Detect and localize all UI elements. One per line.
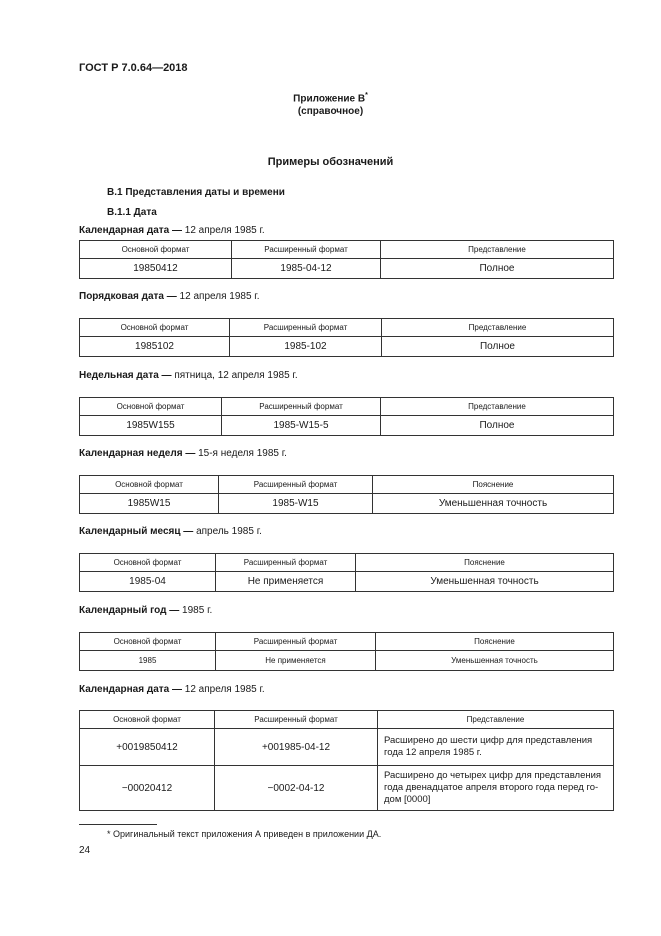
- caption-value: пятница, 12 апреля 1985 г.: [171, 370, 298, 381]
- header-cell: Расширенный формат: [232, 241, 381, 259]
- table-cell: Не применяется: [216, 572, 356, 592]
- caption-term: Календарный год —: [79, 605, 180, 616]
- header-cell: Представление: [378, 711, 614, 729]
- header-cell: Пояснение: [376, 633, 614, 651]
- table-cell: 1985-04-12: [232, 259, 381, 279]
- caption-value: 12 апреля 1985 г.: [182, 684, 265, 695]
- caption-value: 1985 г.: [179, 605, 213, 616]
- appendix-subtitle: (справочное): [297, 106, 364, 117]
- header-cell: Представление: [382, 319, 614, 337]
- caption-value: 12 апреля 1985 г.: [182, 225, 265, 236]
- caption-value: апрель 1985 г.: [193, 526, 262, 537]
- table-cell: Уменьшенная точность: [376, 651, 614, 671]
- table-caption: [79, 291, 260, 302]
- table-cell: 1985-102: [230, 337, 382, 357]
- table-caption: [79, 225, 265, 236]
- table-caption: [79, 605, 212, 616]
- table-caption: [79, 684, 265, 695]
- document-code: ГОСТ Р 7.0.64—2018: [79, 62, 188, 74]
- header-cell: Представление: [381, 241, 614, 259]
- table-cell: 19850412: [80, 259, 232, 279]
- table-cell: Не применяется: [216, 651, 376, 671]
- header-cell: Расширенный формат: [222, 398, 381, 416]
- table-cell: 1985-04: [80, 572, 216, 592]
- table-cell: 1985-W15: [219, 494, 373, 514]
- caption-value: 12 апреля 1985 г.: [176, 291, 260, 302]
- caption-term: Порядковая дата —: [79, 291, 177, 302]
- table-cell: Расширено до четырех цифр для представления года двенадцатое апреля второго года перед го-дом [0000]: [378, 766, 614, 811]
- caption-value: 15-я неделя 1985 г.: [195, 448, 287, 459]
- header-cell: Основной формат: [80, 476, 219, 494]
- table-cell: Полное: [382, 337, 614, 357]
- date-table: [79, 710, 614, 811]
- appendix-title: [0, 92, 661, 104]
- header-cell: Расширенный формат: [216, 554, 356, 572]
- caption-term: Календарная дата —: [79, 225, 182, 236]
- table-cell: Уменьшенная точность: [373, 494, 614, 514]
- table-cell: 1985102: [80, 337, 230, 357]
- date-table: [79, 553, 614, 592]
- caption-term: Недельная дата —: [79, 370, 172, 381]
- page-number: 24: [79, 845, 91, 856]
- header-cell: Расширенный формат: [219, 476, 373, 494]
- caption-term: Календарный месяц —: [79, 526, 194, 537]
- header-cell: Основной формат: [80, 398, 222, 416]
- subsection-title: В.1.1 Дата: [107, 207, 157, 218]
- table-cell: Полное: [381, 259, 614, 279]
- date-table: [79, 475, 614, 514]
- table-cell: Полное: [381, 416, 614, 436]
- header-cell: Расширенный формат: [216, 633, 376, 651]
- table-caption: [79, 448, 287, 459]
- appendix-footnote-marker: *: [365, 92, 368, 99]
- table-cell: Расширено до шести цифр для представления года 12 апреля 1985 г.: [378, 729, 614, 766]
- table-cell: 1985-W15-5: [222, 416, 381, 436]
- header-cell: Основной формат: [80, 241, 232, 259]
- header-cell: Основной формат: [80, 633, 216, 651]
- table-cell: 1985W15: [80, 494, 219, 514]
- table-caption: [79, 370, 298, 381]
- date-table: [79, 397, 614, 436]
- footnote-divider: [79, 824, 157, 825]
- header-cell: Основной формат: [80, 554, 216, 572]
- table-cell: −0002-04-12: [215, 766, 378, 811]
- date-table: [79, 632, 614, 671]
- section-title: В.1 Представления даты и времени: [107, 187, 285, 198]
- header-cell: Пояснение: [356, 554, 614, 572]
- header-cell: Основной формат: [80, 319, 230, 337]
- table-caption: [79, 526, 262, 537]
- appendix-title-text: Приложение В: [293, 93, 366, 105]
- table-cell: −00020412: [80, 766, 215, 811]
- table-cell: 1985W155: [80, 416, 222, 436]
- table-cell: +001985-04-12: [215, 729, 378, 766]
- header-cell: Расширенный формат: [215, 711, 378, 729]
- header-cell: Расширенный формат: [230, 319, 382, 337]
- footnote: * Оригинальный текст приложения А приведен в приложении ДА.: [107, 829, 382, 839]
- header-cell: Пояснение: [373, 476, 614, 494]
- table-cell: 1985: [80, 651, 216, 671]
- date-table: [79, 240, 614, 279]
- table-cell: Уменьшенная точность: [356, 572, 614, 592]
- table-cell: +0019850412: [80, 729, 215, 766]
- date-table: [79, 318, 614, 357]
- caption-term: Календарная неделя —: [79, 448, 196, 459]
- section-heading: Примеры обозначений: [267, 156, 394, 168]
- header-cell: Представление: [381, 398, 614, 416]
- caption-term: Календарная дата —: [79, 684, 182, 695]
- header-cell: Основной формат: [80, 711, 215, 729]
